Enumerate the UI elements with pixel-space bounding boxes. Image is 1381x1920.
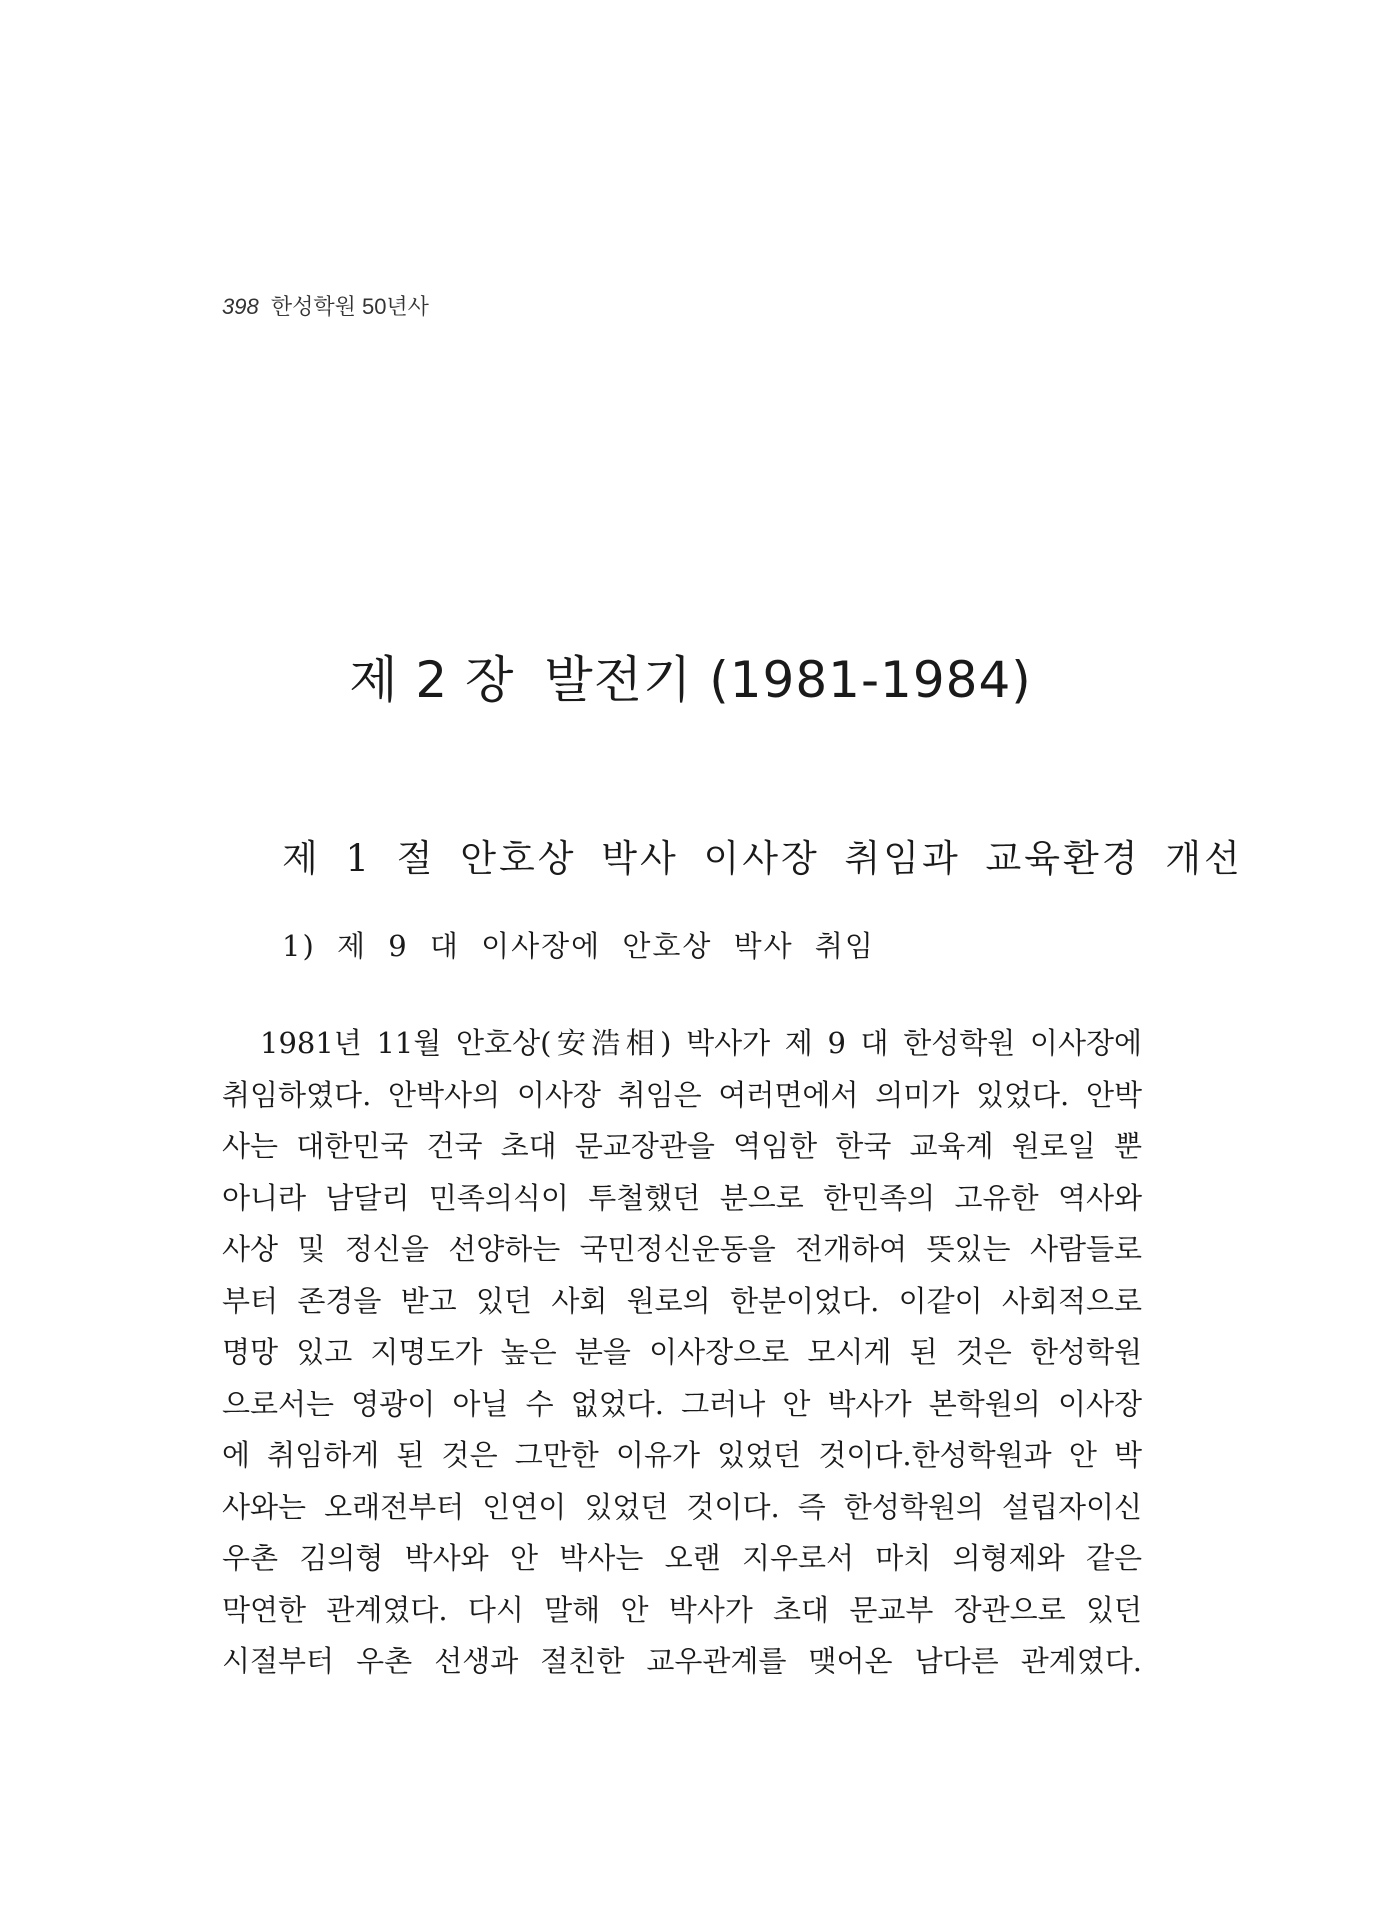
body-line: 부터 존경을 받고 있던 사회 원로의 한분이었다. 이같이 사회적으로: [222, 1283, 1142, 1318]
running-header: [222, 290, 429, 321]
body-line: 우촌 김의형 박사와 안 박사는 오랜 지우로서 마치 의형제와 같은: [222, 1541, 1142, 1575]
body-line: 막연한 관계였다. 다시 말해 안 박사가 초대 문교부 장관으로 있던: [222, 1592, 1142, 1627]
body-line: 취임하였다. 안박사의 이사장 취임은 여러면에서 의미가 있었다. 안박: [222, 1077, 1142, 1112]
section-title: 제 1 절 안호상 박사 이사장 취임과 교육환경 개선: [282, 837, 1243, 880]
body-line: 사상 및 정신을 선양하는 국민정신운동을 전개하여 뜻있는 사람들로: [222, 1232, 1142, 1266]
body-line: 시절부터 우촌 선생과 절친한 교우관계를 맺어온 남다른 관계였다.: [222, 1644, 1142, 1678]
chapter-title-text: 발전기 (1981-1984): [544, 651, 1032, 709]
body-line: 1981년 11월 안호상(安浩相) 박사가 제 9 대 한성학원 이사장에: [260, 1026, 1142, 1060]
body-line: 에 취임하게 된 것은 그만한 이유가 있었던 것이다.한성학원과 안 박: [222, 1438, 1142, 1472]
body-line: 사는 대한민국 건국 초대 문교장관을 역임한 한국 교육계 원로일 뿐: [222, 1129, 1142, 1163]
chapter-number-label: 제 2 장: [349, 651, 515, 709]
body-line: 으로서는 영광이 아닐 수 없었다. 그러나 안 박사가 본학원의 이사장: [222, 1386, 1142, 1421]
chapter-title: [0, 640, 1381, 712]
body-line: 명망 있고 지명도가 높은 분을 이사장으로 모시게 된 것은 한성학원: [222, 1335, 1142, 1369]
body-paragraph: [222, 1018, 1142, 1688]
book-title: 한성학원 50년사: [270, 294, 429, 319]
page-number: 398: [222, 294, 259, 319]
body-line: 아니라 남달리 민족의식이 투철했던 분으로 한민족의 고유한 역사와: [222, 1180, 1142, 1215]
body-line: 사와는 오래전부터 인연이 있었던 것이다. 즉 한성학원의 설립자이신: [222, 1489, 1142, 1524]
subsection-title: 1) 제 9 대 이사장에 안호상 박사 취임: [282, 929, 875, 963]
